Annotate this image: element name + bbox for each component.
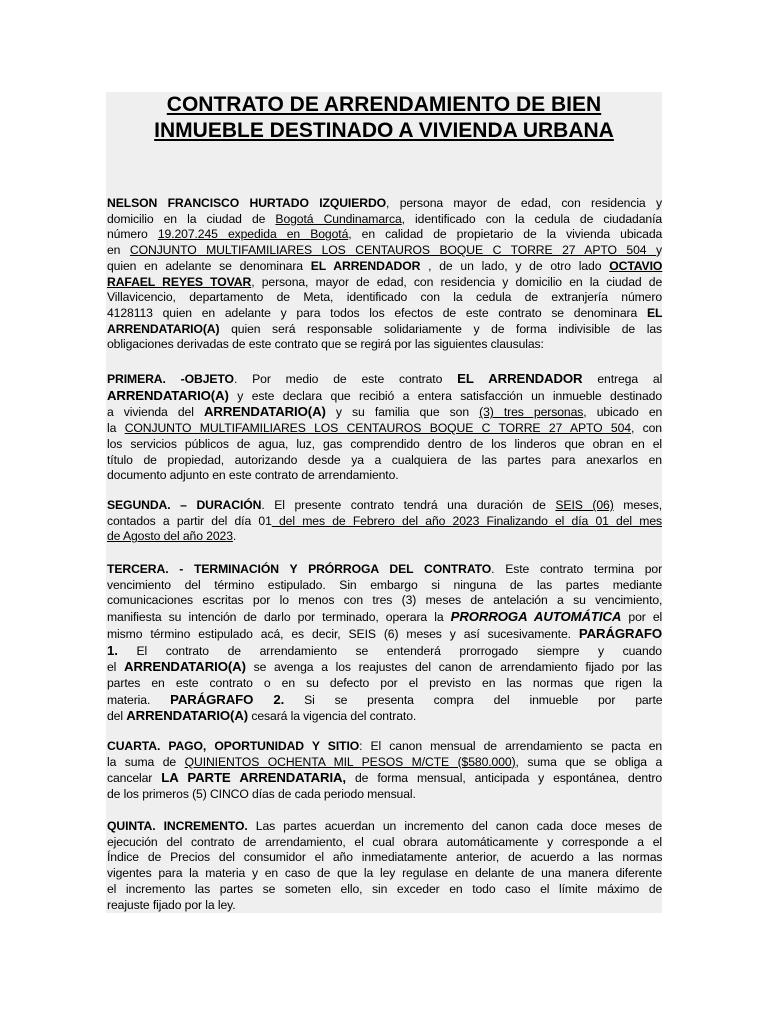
text-run: de los primeros (5) CINCO días de cada periodo mensual.	[107, 787, 416, 802]
text-run: . El presente contrato tendrá una duración de	[261, 498, 556, 512]
text-run: Villavicencio, departamento de Meta, identificado con la cedula de extranjería número	[107, 290, 662, 305]
text-line	[107, 866, 662, 882]
text-run: y este declara que recibió a entera satisfacción un inmueble destinado	[228, 388, 662, 403]
text-run: y	[655, 243, 662, 258]
text-line	[107, 453, 662, 469]
text-line	[107, 437, 662, 453]
text-run: del	[107, 709, 127, 724]
text-run: EL ARRENDADOR	[310, 258, 421, 273]
text-line	[107, 337, 662, 353]
text-run: PARÁGRAFO 2.	[170, 691, 285, 707]
text-run: entrega al	[582, 372, 663, 386]
text-run: RAFAEL REYES TOVAR	[107, 274, 252, 289]
text-line	[107, 692, 662, 709]
text-run: el	[107, 660, 125, 675]
text-run: Índice de Precios del consumidor el año inmediatamente anterior, de acuerdo a las normas	[107, 850, 663, 865]
text-line	[107, 498, 662, 514]
text-line	[107, 770, 662, 787]
text-line	[107, 196, 662, 212]
text-line	[107, 643, 662, 660]
text-run: SEGUNDA. – DURACIÓN	[107, 498, 262, 512]
text-line	[107, 578, 662, 594]
text-run: quien será responsable solidariamente y de forma indivisible de las	[219, 321, 662, 336]
text-line	[107, 593, 662, 609]
text-run: , persona, mayor de edad, con residencia y domicilio en la ciudad de	[251, 274, 663, 289]
text-run: CUARTA. PAGO, OPORTUNIDAD Y SITIO	[107, 739, 360, 753]
text-run: cancelar	[107, 771, 162, 786]
text-run: TERCERA. - TERMINACIÓN Y PRÓRROGA DEL CONTRATO	[107, 562, 492, 576]
text-run: y su familia que son	[325, 405, 480, 420]
paragraph-intro	[107, 196, 662, 353]
text-line	[107, 659, 662, 676]
text-run: , suma que se obliga a	[515, 754, 663, 769]
text-run: . Este contrato termina por	[491, 562, 663, 576]
text-run: OCTAVIO	[609, 258, 663, 273]
paragraph-primera	[107, 371, 662, 484]
text-line	[107, 739, 662, 755]
text-run: : El canon mensual de arrendamiento se pacta en	[359, 739, 663, 753]
text-run: EL	[646, 305, 663, 320]
text-run: PARÁGRAFO	[578, 625, 662, 641]
text-run: comunicaciones escritas por lo menos con tres (3) meses de antelación a su vencimiento,	[107, 593, 663, 608]
text-run: por el	[621, 610, 663, 625]
text-run: .	[232, 529, 237, 544]
text-line	[107, 388, 662, 405]
text-run: número	[107, 227, 158, 242]
text-run: manifiesta su intención de darlo por terminado, operara la	[107, 610, 451, 625]
paragraph-segunda	[107, 498, 662, 545]
text-run: meses,	[613, 498, 662, 512]
text-run: domicilio en la ciudad de	[107, 211, 276, 226]
text-run: , en calidad de propietario de la vivienda ubicada	[348, 227, 663, 242]
text-line	[107, 306, 662, 322]
text-run: 4128113 quien en adelante y para todos los efectos de este contrato se denominara	[107, 305, 647, 320]
text-line	[107, 322, 662, 338]
text-run: título de propiedad, autorizando desde ya a cualquiera de las partes para anexarlos en	[107, 452, 662, 467]
text-line	[107, 243, 662, 259]
text-run: CONJUNTO MULTIFAMILIARES LOS CENTAUROS BOQUE C TORRE 27 APTO 504	[129, 243, 656, 258]
text-run: ejecución del contrato de arrendamiento, el cual obrara automáticamente y corresponde a el	[107, 834, 662, 849]
text-line	[107, 755, 662, 771]
text-run: , ubicado en	[583, 405, 663, 420]
text-line	[107, 882, 662, 898]
text-line	[107, 275, 662, 291]
text-run: partes en este contrato o en su defecto por el previsto en las normas que rigen la	[107, 675, 663, 690]
text-run: QUINTA. INCREMENTO.	[107, 819, 248, 833]
text-line	[107, 898, 662, 914]
text-run: QUINIENTOS OCHENTA MIL PESOS M/CTE ($580.000)	[184, 754, 516, 769]
text-run: ARRENDATARIO(A)	[203, 404, 326, 420]
text-run: El contrato de arrendamiento se entenderá prorrogado siempre y cuando	[117, 643, 662, 658]
text-line	[107, 371, 662, 388]
paragraph-tercera	[107, 562, 662, 725]
text-run: de forma mensual, anticipada y espontánea, dentro	[346, 771, 663, 786]
paragraph-cuarta	[107, 739, 662, 803]
title-line-2: INMUEBLE DESTINADO A VIVIENDA URBANA	[154, 119, 614, 142]
text-line	[107, 468, 662, 484]
text-run: LA PARTE ARRENDATARIA,	[161, 770, 347, 786]
text-run: a vivienda del	[107, 405, 204, 420]
text-run: , identificado con la cedula de ciudadanía	[401, 211, 663, 226]
text-run: documento adjunto en este contrato de arrendamiento.	[107, 468, 399, 483]
text-run: Las partes acuerdan un incremento del canon cada doce meses de	[247, 819, 662, 833]
text-line	[107, 562, 662, 578]
text-run: EL ARRENDADOR	[457, 371, 583, 386]
text-run: la	[107, 421, 125, 436]
text-run: ARRENDATARIO(A)	[107, 321, 220, 336]
text-run: obligaciones derivadas de este contrato que se regirá por las siguientes clausulas:	[107, 337, 544, 352]
text-run: SEIS (06)	[555, 498, 614, 512]
text-run: (3) tres personas	[479, 405, 584, 420]
text-run: de Agosto del año 2023	[107, 529, 233, 544]
text-run: cesará la vigencia del contrato.	[248, 709, 417, 724]
text-line	[107, 227, 662, 243]
text-line	[107, 850, 662, 866]
text-run: . Por medio de este contrato	[233, 372, 458, 386]
text-run: la suma de	[107, 754, 185, 769]
text-line	[107, 259, 662, 275]
text-run: los servicios públicos de agua, luz, gas comprendido dentro de los linderos que obran en el	[107, 436, 662, 451]
text-run: mismo término estipulado acá, es decir, SEIS (6) meses y así sucesivamente.	[107, 626, 579, 641]
text-line	[107, 626, 662, 643]
text-run: Si se presenta compra del inmueble por parte	[284, 692, 663, 707]
text-run: PRIMERA. -OBJETO	[107, 372, 234, 386]
text-run: en	[107, 243, 130, 258]
text-line	[107, 529, 662, 545]
title-line-1: CONTRATO DE ARRENDAMIENTO DE BIEN	[166, 93, 602, 116]
paragraph-quinta	[107, 819, 662, 913]
text-run: quien en adelante se denominara	[107, 258, 311, 273]
text-run: NELSON FRANCISCO HURTADO IZQUIERDO	[107, 196, 387, 210]
text-run: PRORROGA AUTOMÁTICA	[450, 609, 622, 625]
text-run: , persona mayor de edad, con residencia y	[386, 196, 662, 210]
text-run: del mes de Febrero del año 2023 Finalizando el día 01 del mes	[271, 513, 662, 528]
document-title	[106, 92, 662, 144]
text-run: contados a partir del día 01	[107, 513, 272, 528]
text-line	[107, 404, 662, 421]
text-run: Bogotá Cundinamarca	[275, 211, 402, 226]
text-run: 19.207.245 expedida en Bogotá	[157, 227, 349, 242]
text-run: el incremento las partes se someten ello, sin exceder en todo caso el límite máximo de	[107, 881, 663, 896]
text-line	[107, 787, 662, 803]
text-line	[107, 609, 662, 626]
text-run: 1.	[107, 642, 118, 658]
document-page	[106, 92, 662, 913]
text-line	[107, 819, 662, 835]
text-line	[107, 421, 662, 437]
text-line	[107, 835, 662, 851]
text-line	[107, 708, 662, 725]
text-line	[107, 676, 662, 692]
text-run: , de un lado, y de otro lado	[420, 258, 610, 273]
text-run: ARRENDATARIO(A)	[124, 659, 246, 675]
text-run: materia.	[107, 692, 171, 707]
text-run: se avenga a los reajustes del canon de arrendamiento fijado por las	[245, 660, 662, 675]
text-run: ARRENDATARIO(A)	[107, 387, 229, 403]
text-line	[107, 514, 662, 530]
text-run: , con	[630, 421, 662, 436]
text-run: vigentes para la materia y en caso de que la ley regulase en delante de una manera diferente	[107, 866, 662, 881]
text-line	[107, 290, 662, 306]
text-run: CONJUNTO MULTIFAMILIARES LOS CENTAUROS BOQUE C TORRE 27 APTO 504	[124, 421, 631, 436]
text-run: vencimiento del término estipulado. Sin embargo si ninguna de las partes mediante	[107, 577, 663, 592]
text-line	[107, 212, 662, 228]
text-run: ARRENDATARIO(A)	[126, 708, 249, 724]
text-run: reajuste fijado por la ley.	[107, 897, 236, 912]
